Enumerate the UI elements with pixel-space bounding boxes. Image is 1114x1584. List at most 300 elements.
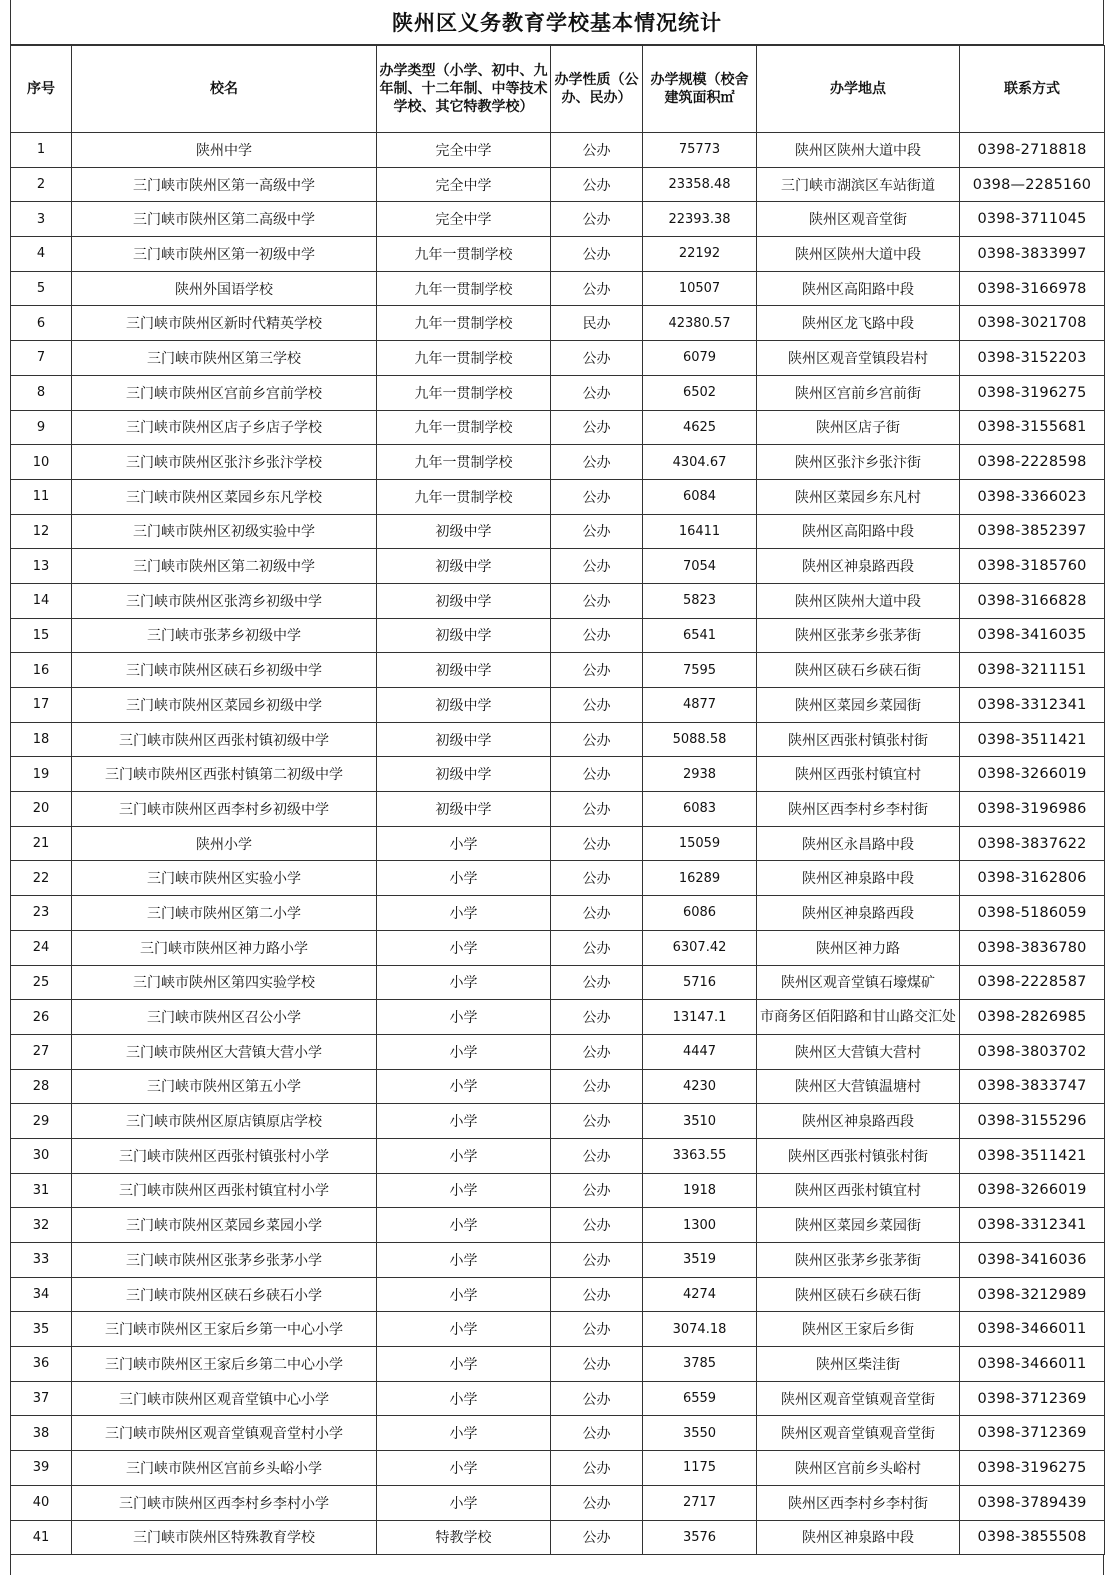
cell-school-type: 初级中学 [377, 514, 551, 549]
cell-scale: 6559 [643, 1381, 757, 1416]
cell-school-type: 初级中学 [377, 618, 551, 653]
cell-school-name: 三门峡市陕州区新时代精英学校 [72, 306, 377, 341]
cell-nature: 公办 [551, 271, 643, 306]
cell-contact: 0398-3185760 [960, 549, 1105, 584]
cell-nature: 公办 [551, 479, 643, 514]
cell-contact: 0398-3155296 [960, 1104, 1105, 1139]
table-row [11, 688, 1105, 723]
cell-school-name: 陕州外国语学校 [72, 271, 377, 306]
cell-school-name: 三门峡市陕州区大营镇大营小学 [72, 1034, 377, 1069]
cell-contact: 0398-3416035 [960, 618, 1105, 653]
table-row [11, 722, 1105, 757]
cell-school-name: 三门峡市陕州区第一初级中学 [72, 237, 377, 272]
cell-seq: 25 [11, 965, 72, 1000]
cell-scale: 16411 [643, 514, 757, 549]
cell-seq: 11 [11, 479, 72, 514]
cell-school-type: 初级中学 [377, 757, 551, 792]
cell-school-type: 小学 [377, 1381, 551, 1416]
cell-school-type: 初级中学 [377, 688, 551, 723]
cell-school-type: 小学 [377, 1069, 551, 1104]
cell-school-name: 陕州中学 [72, 133, 377, 168]
table-row [11, 757, 1105, 792]
cell-scale: 16289 [643, 861, 757, 896]
table-row [11, 167, 1105, 202]
cell-contact: 0398-3312341 [960, 1208, 1105, 1243]
cell-school-name: 三门峡市陕州区王家后乡第二中心小学 [72, 1347, 377, 1382]
cell-location: 陕州区观音堂镇石壕煤矿 [757, 965, 960, 1000]
table-row [11, 1138, 1105, 1173]
cell-school-type: 完全中学 [377, 133, 551, 168]
cell-location: 陕州区柴洼街 [757, 1347, 960, 1382]
cell-contact: 0398-3416036 [960, 1243, 1105, 1278]
cell-contact: 0398-2826985 [960, 1000, 1105, 1035]
cell-school-type: 特教学校 [377, 1520, 551, 1555]
cell-school-type: 小学 [377, 1034, 551, 1069]
cell-location: 陕州区观音堂街 [757, 202, 960, 237]
cell-school-type: 小学 [377, 826, 551, 861]
header-seq: 序号 [11, 46, 72, 133]
cell-seq: 39 [11, 1451, 72, 1486]
cell-location: 陕州区观音堂镇观音堂街 [757, 1381, 960, 1416]
table-row [11, 1277, 1105, 1312]
table-row [11, 1347, 1105, 1382]
statistics-sheet [10, 0, 1104, 1575]
cell-location: 陕州区硖石乡硖石街 [757, 653, 960, 688]
cell-seq: 9 [11, 410, 72, 445]
cell-seq: 1 [11, 133, 72, 168]
cell-location: 陕州区菜园乡东凡村 [757, 479, 960, 514]
cell-nature: 公办 [551, 237, 643, 272]
cell-contact: 0398-3196986 [960, 792, 1105, 827]
cell-school-name: 三门峡市陕州区王家后乡第一中心小学 [72, 1312, 377, 1347]
cell-seq: 37 [11, 1381, 72, 1416]
table-row [11, 1520, 1105, 1555]
table-row [11, 792, 1105, 827]
cell-seq: 16 [11, 653, 72, 688]
cell-contact: 0398-3162806 [960, 861, 1105, 896]
cell-scale: 4304.67 [643, 445, 757, 480]
cell-location: 陕州区张茅乡张茅街 [757, 1243, 960, 1278]
table-row [11, 1173, 1105, 1208]
cell-school-name: 三门峡市陕州区张湾乡初级中学 [72, 583, 377, 618]
cell-seq: 30 [11, 1138, 72, 1173]
cell-nature: 公办 [551, 1104, 643, 1139]
cell-school-name: 三门峡市陕州区菜园乡初级中学 [72, 688, 377, 723]
cell-contact: 0398-3855508 [960, 1520, 1105, 1555]
cell-nature: 民办 [551, 306, 643, 341]
cell-scale: 6079 [643, 341, 757, 376]
cell-scale: 13147.1 [643, 1000, 757, 1035]
cell-school-type: 小学 [377, 1104, 551, 1139]
cell-contact: 0398-3152203 [960, 341, 1105, 376]
cell-school-type: 小学 [377, 1243, 551, 1278]
cell-scale: 3550 [643, 1416, 757, 1451]
table-row [11, 202, 1105, 237]
cell-school-type: 九年一贯制学校 [377, 237, 551, 272]
table-row [11, 375, 1105, 410]
cell-scale: 3785 [643, 1347, 757, 1382]
cell-scale: 2717 [643, 1485, 757, 1520]
cell-nature: 公办 [551, 341, 643, 376]
cell-location: 陕州区神泉路西段 [757, 549, 960, 584]
cell-school-type: 小学 [377, 1277, 551, 1312]
table-row [11, 514, 1105, 549]
cell-scale: 7595 [643, 653, 757, 688]
cell-location: 陕州区高阳路中段 [757, 514, 960, 549]
cell-seq: 18 [11, 722, 72, 757]
cell-school-type: 完全中学 [377, 202, 551, 237]
cell-location: 市商务区佰阳路和甘山路交汇处 [757, 1000, 960, 1035]
cell-nature: 公办 [551, 1312, 643, 1347]
cell-nature: 公办 [551, 1243, 643, 1278]
cell-scale: 6086 [643, 896, 757, 931]
cell-contact: 0398-3711045 [960, 202, 1105, 237]
cell-seq: 10 [11, 445, 72, 480]
cell-scale: 1300 [643, 1208, 757, 1243]
cell-seq: 3 [11, 202, 72, 237]
table-row [11, 1034, 1105, 1069]
cell-scale: 4877 [643, 688, 757, 723]
cell-scale: 6083 [643, 792, 757, 827]
cell-school-type: 九年一贯制学校 [377, 306, 551, 341]
cell-scale: 3519 [643, 1243, 757, 1278]
cell-seq: 27 [11, 1034, 72, 1069]
header-location: 办学地点 [757, 46, 960, 133]
cell-location: 陕州区张汴乡张汴街 [757, 445, 960, 480]
cell-contact: 0398-3712369 [960, 1381, 1105, 1416]
sheet-title: 陕州区义务教育学校基本情况统计 [10, 0, 1104, 45]
cell-school-name: 三门峡市陕州区硖石乡初级中学 [72, 653, 377, 688]
cell-nature: 公办 [551, 1347, 643, 1382]
cell-school-type: 九年一贯制学校 [377, 410, 551, 445]
cell-seq: 23 [11, 896, 72, 931]
cell-scale: 7054 [643, 549, 757, 584]
cell-seq: 22 [11, 861, 72, 896]
cell-seq: 31 [11, 1173, 72, 1208]
cell-scale: 4625 [643, 410, 757, 445]
cell-scale: 6084 [643, 479, 757, 514]
cell-seq: 17 [11, 688, 72, 723]
cell-contact: 0398-2228598 [960, 445, 1105, 480]
cell-location: 陕州区神泉路中段 [757, 1520, 960, 1555]
cell-nature: 公办 [551, 1416, 643, 1451]
cell-scale: 23358.48 [643, 167, 757, 202]
cell-location: 陕州区西李村乡李村街 [757, 1485, 960, 1520]
cell-contact: 0398-3211151 [960, 653, 1105, 688]
cell-school-type: 小学 [377, 896, 551, 931]
cell-location: 陕州区龙飞路中段 [757, 306, 960, 341]
cell-school-name: 三门峡市陕州区宫前乡头峪小学 [72, 1451, 377, 1486]
cell-school-name: 三门峡市陕州区观音堂镇观音堂村小学 [72, 1416, 377, 1451]
table-row [11, 1243, 1105, 1278]
cell-scale: 5823 [643, 583, 757, 618]
cell-location: 陕州区硖石乡硖石街 [757, 1277, 960, 1312]
cell-nature: 公办 [551, 618, 643, 653]
cell-seq: 15 [11, 618, 72, 653]
cell-nature: 公办 [551, 722, 643, 757]
table-row [11, 549, 1105, 584]
table-row [11, 1208, 1105, 1243]
cell-school-name: 三门峡市陕州区西张村镇初级中学 [72, 722, 377, 757]
cell-school-type: 九年一贯制学校 [377, 271, 551, 306]
cell-school-type: 小学 [377, 1347, 551, 1382]
cell-scale: 6502 [643, 375, 757, 410]
cell-school-name: 三门峡市张茅乡初级中学 [72, 618, 377, 653]
cell-school-name: 三门峡市陕州区硖石乡硖石小学 [72, 1277, 377, 1312]
cell-school-type: 小学 [377, 1312, 551, 1347]
cell-scale: 22192 [643, 237, 757, 272]
cell-school-type: 小学 [377, 1000, 551, 1035]
cell-contact: 0398-2718818 [960, 133, 1105, 168]
cell-contact: 0398-3803702 [960, 1034, 1105, 1069]
cell-contact: 0398-3196275 [960, 375, 1105, 410]
table-row [11, 1312, 1105, 1347]
table-row [11, 341, 1105, 376]
cell-contact: 0398-3212989 [960, 1277, 1105, 1312]
cell-school-name: 三门峡市陕州区西张村镇张村小学 [72, 1138, 377, 1173]
cell-contact: 0398-3466011 [960, 1312, 1105, 1347]
cell-scale: 5088.58 [643, 722, 757, 757]
cell-seq: 21 [11, 826, 72, 861]
table-row [11, 306, 1105, 341]
header-scale: 办学规模（校舍建筑面积㎡ [643, 46, 757, 133]
cell-school-name: 三门峡市陕州区宫前乡宫前学校 [72, 375, 377, 410]
cell-school-name: 三门峡市陕州区原店镇原店学校 [72, 1104, 377, 1139]
table-row [11, 1485, 1105, 1520]
cell-scale: 3363.55 [643, 1138, 757, 1173]
header-contact: 联系方式 [960, 46, 1105, 133]
table-row [11, 133, 1105, 168]
cell-scale: 6541 [643, 618, 757, 653]
cell-seq: 4 [11, 237, 72, 272]
cell-nature: 公办 [551, 1138, 643, 1173]
cell-contact: 0398-3312341 [960, 688, 1105, 723]
cell-seq: 32 [11, 1208, 72, 1243]
table-row [11, 237, 1105, 272]
cell-school-type: 小学 [377, 1485, 551, 1520]
cell-contact: 0398-3789439 [960, 1485, 1105, 1520]
cell-location: 陕州区观音堂镇观音堂街 [757, 1416, 960, 1451]
header-nature: 办学性质（公办、民办） [551, 46, 643, 133]
cell-nature: 公办 [551, 896, 643, 931]
cell-school-type: 小学 [377, 1416, 551, 1451]
cell-school-type: 小学 [377, 965, 551, 1000]
cell-contact: 0398-3511421 [960, 722, 1105, 757]
cell-school-type: 初级中学 [377, 722, 551, 757]
cell-school-type: 小学 [377, 1451, 551, 1486]
cell-nature: 公办 [551, 202, 643, 237]
cell-school-type: 九年一贯制学校 [377, 341, 551, 376]
cell-seq: 28 [11, 1069, 72, 1104]
table-body [11, 133, 1105, 1555]
cell-school-type: 小学 [377, 1208, 551, 1243]
header-row [11, 46, 1105, 133]
cell-school-name: 三门峡市陕州区第一高级中学 [72, 167, 377, 202]
cell-nature: 公办 [551, 1034, 643, 1069]
cell-school-type: 初级中学 [377, 583, 551, 618]
cell-seq: 41 [11, 1520, 72, 1555]
cell-school-name: 三门峡市陕州区第五小学 [72, 1069, 377, 1104]
cell-school-name: 三门峡市陕州区召公小学 [72, 1000, 377, 1035]
cell-nature: 公办 [551, 1520, 643, 1555]
cell-nature: 公办 [551, 1069, 643, 1104]
cell-nature: 公办 [551, 688, 643, 723]
sheet-bottom-edge [10, 1555, 1104, 1575]
cell-nature: 公办 [551, 1381, 643, 1416]
table-row [11, 1451, 1105, 1486]
cell-school-name: 三门峡市陕州区初级实验中学 [72, 514, 377, 549]
cell-contact: 0398-3366023 [960, 479, 1105, 514]
cell-location: 陕州区王家后乡街 [757, 1312, 960, 1347]
header-name: 校名 [72, 46, 377, 133]
cell-nature: 公办 [551, 167, 643, 202]
cell-seq: 40 [11, 1485, 72, 1520]
table-row [11, 896, 1105, 931]
cell-scale: 42380.57 [643, 306, 757, 341]
cell-school-type: 九年一贯制学校 [377, 445, 551, 480]
cell-school-name: 三门峡市陕州区西李村乡李村小学 [72, 1485, 377, 1520]
cell-nature: 公办 [551, 445, 643, 480]
cell-school-type: 小学 [377, 930, 551, 965]
cell-scale: 2938 [643, 757, 757, 792]
cell-school-type: 完全中学 [377, 167, 551, 202]
cell-contact: 0398-3833997 [960, 237, 1105, 272]
cell-location: 陕州区西张村镇张村街 [757, 722, 960, 757]
cell-location: 陕州区张茅乡张茅街 [757, 618, 960, 653]
table-row [11, 410, 1105, 445]
cell-location: 陕州区观音堂镇段岩村 [757, 341, 960, 376]
cell-school-name: 三门峡市陕州区实验小学 [72, 861, 377, 896]
cell-seq: 38 [11, 1416, 72, 1451]
cell-location: 陕州区神泉路西段 [757, 896, 960, 931]
cell-scale: 4274 [643, 1277, 757, 1312]
cell-school-name: 三门峡市陕州区张汴乡张汴学校 [72, 445, 377, 480]
cell-nature: 公办 [551, 1000, 643, 1035]
cell-scale: 22393.38 [643, 202, 757, 237]
cell-contact: 0398-3166828 [960, 583, 1105, 618]
cell-location: 陕州区大营镇温塘村 [757, 1069, 960, 1104]
cell-scale: 1918 [643, 1173, 757, 1208]
cell-contact: 0398-3166978 [960, 271, 1105, 306]
cell-school-type: 九年一贯制学校 [377, 479, 551, 514]
cell-nature: 公办 [551, 1277, 643, 1312]
cell-nature: 公办 [551, 1208, 643, 1243]
cell-nature: 公办 [551, 133, 643, 168]
table-row [11, 861, 1105, 896]
cell-location: 陕州区菜园乡菜园街 [757, 1208, 960, 1243]
cell-seq: 2 [11, 167, 72, 202]
table-row [11, 653, 1105, 688]
cell-nature: 公办 [551, 549, 643, 584]
cell-scale: 3074.18 [643, 1312, 757, 1347]
cell-contact: 0398-3196275 [960, 1451, 1105, 1486]
cell-contact: 0398-5186059 [960, 896, 1105, 931]
cell-location: 陕州区陕州大道中段 [757, 133, 960, 168]
cell-school-type: 九年一贯制学校 [377, 375, 551, 410]
cell-nature: 公办 [551, 1173, 643, 1208]
cell-school-type: 小学 [377, 1173, 551, 1208]
cell-school-name: 三门峡市陕州区神力路小学 [72, 930, 377, 965]
cell-seq: 26 [11, 1000, 72, 1035]
table-row [11, 479, 1105, 514]
cell-school-type: 初级中学 [377, 549, 551, 584]
cell-scale: 4447 [643, 1034, 757, 1069]
cell-contact: 0398-3836780 [960, 930, 1105, 965]
table-row [11, 930, 1105, 965]
cell-contact: 0398-3833747 [960, 1069, 1105, 1104]
cell-nature: 公办 [551, 375, 643, 410]
table-row [11, 271, 1105, 306]
cell-nature: 公办 [551, 583, 643, 618]
cell-school-name: 三门峡市陕州区第二小学 [72, 896, 377, 931]
cell-contact: 0398-3712369 [960, 1416, 1105, 1451]
cell-seq: 12 [11, 514, 72, 549]
cell-school-name: 三门峡市陕州区菜园乡菜园小学 [72, 1208, 377, 1243]
cell-nature: 公办 [551, 792, 643, 827]
cell-school-type: 小学 [377, 861, 551, 896]
cell-school-name: 陕州小学 [72, 826, 377, 861]
cell-nature: 公办 [551, 410, 643, 445]
cell-location: 陕州区西张村镇张村街 [757, 1138, 960, 1173]
cell-scale: 1175 [643, 1451, 757, 1486]
cell-contact: 0398-3511421 [960, 1138, 1105, 1173]
cell-school-name: 三门峡市陕州区西张村镇第二初级中学 [72, 757, 377, 792]
table-row [11, 826, 1105, 861]
cell-nature: 公办 [551, 930, 643, 965]
cell-contact: 0398-3837622 [960, 826, 1105, 861]
cell-school-name: 三门峡市陕州区西李村乡初级中学 [72, 792, 377, 827]
cell-nature: 公办 [551, 861, 643, 896]
cell-location: 陕州区永昌路中段 [757, 826, 960, 861]
cell-school-name: 三门峡市陕州区特殊教育学校 [72, 1520, 377, 1555]
cell-contact: 0398-3852397 [960, 514, 1105, 549]
cell-seq: 7 [11, 341, 72, 376]
cell-location: 陕州区店子街 [757, 410, 960, 445]
cell-location: 陕州区陕州大道中段 [757, 237, 960, 272]
cell-school-name: 三门峡市陕州区菜园乡东凡学校 [72, 479, 377, 514]
cell-contact: 0398-3155681 [960, 410, 1105, 445]
cell-school-name: 三门峡市陕州区第二初级中学 [72, 549, 377, 584]
cell-location: 陕州区宫前乡宫前街 [757, 375, 960, 410]
cell-nature: 公办 [551, 826, 643, 861]
cell-seq: 6 [11, 306, 72, 341]
cell-contact: 0398-3266019 [960, 1173, 1105, 1208]
cell-seq: 24 [11, 930, 72, 965]
cell-seq: 34 [11, 1277, 72, 1312]
cell-nature: 公办 [551, 514, 643, 549]
cell-school-type: 初级中学 [377, 653, 551, 688]
cell-nature: 公办 [551, 757, 643, 792]
cell-location: 陕州区宫前乡头峪村 [757, 1451, 960, 1486]
cell-seq: 14 [11, 583, 72, 618]
cell-seq: 33 [11, 1243, 72, 1278]
cell-contact: 0398-3021708 [960, 306, 1105, 341]
cell-scale: 5716 [643, 965, 757, 1000]
table-row [11, 618, 1105, 653]
table-row [11, 1069, 1105, 1104]
cell-contact: 0398—2285160 [960, 167, 1105, 202]
cell-seq: 29 [11, 1104, 72, 1139]
cell-school-name: 三门峡市陕州区第三学校 [72, 341, 377, 376]
cell-school-name: 三门峡市陕州区观音堂镇中心小学 [72, 1381, 377, 1416]
cell-location: 三门峡市湖滨区车站街道 [757, 167, 960, 202]
cell-location: 陕州区高阳路中段 [757, 271, 960, 306]
cell-school-name: 三门峡市陕州区张茅乡张茅小学 [72, 1243, 377, 1278]
cell-location: 陕州区神力路 [757, 930, 960, 965]
table-row [11, 1000, 1105, 1035]
cell-seq: 13 [11, 549, 72, 584]
table-row [11, 583, 1105, 618]
